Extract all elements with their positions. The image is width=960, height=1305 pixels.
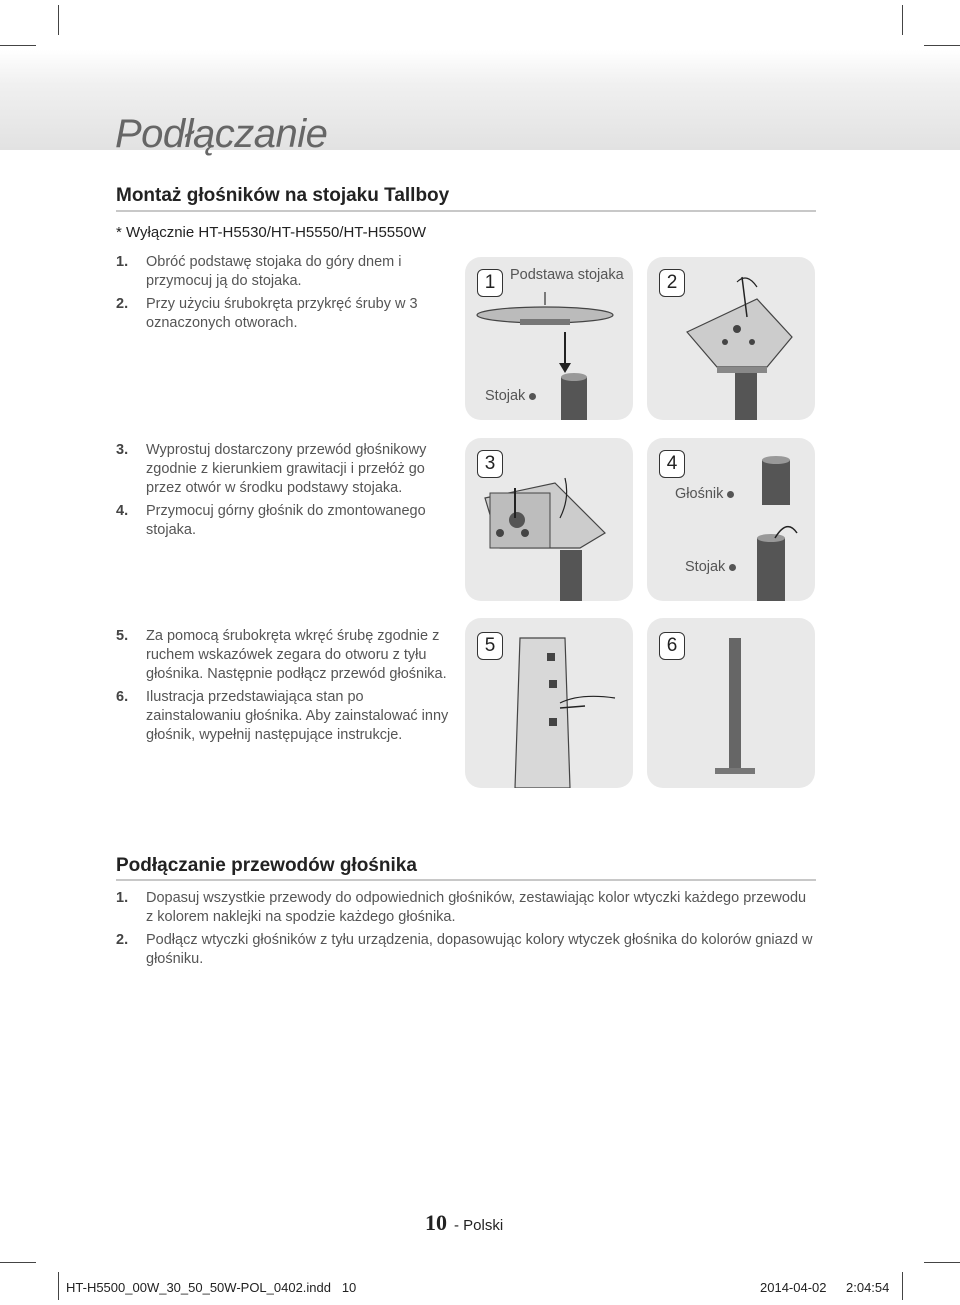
crop-mark [0, 45, 36, 46]
crop-mark [58, 1272, 59, 1300]
figure-step-4 [647, 438, 815, 601]
step-text: Dopasuj wszystkie przewody do odpowiednich głośników, zestawiając kolor wtyczki każdego przewodu z kolorem naklejki na spodzie każdego głośnika. [146, 890, 807, 925]
model-note: * Wyłącznie HT-H5530/HT-H5550/HT-H5550W [116, 224, 426, 241]
chapter-title: Podłączanie [115, 112, 328, 156]
crop-mark [902, 1272, 903, 1300]
step-number: 2. [116, 296, 129, 312]
section-rule [116, 879, 816, 881]
steps-list-1-2 [116, 253, 426, 337]
step-number: 4. [116, 503, 129, 519]
step-number: 6. [116, 689, 129, 705]
label-stand-base: Podstawa stojaka [510, 267, 624, 283]
list-item [116, 931, 816, 969]
step-number: 1. [116, 890, 129, 906]
figure-step-2 [647, 257, 815, 420]
step-text: Obróć podstawę stojaka do góry dnem i przymocuj ją do stojaka. [146, 254, 402, 289]
page-language: - Polski [454, 1217, 504, 1234]
footer-time: 2:04:54 [846, 1280, 890, 1295]
step-number: 5. [116, 628, 129, 644]
steps-list-5-6 [116, 627, 456, 749]
label-stand [485, 388, 536, 404]
list-item [116, 295, 426, 333]
list-item [116, 253, 426, 291]
step-text: Wyprostuj dostarczony przewód głośnikowy zgodnie z kierunkiem grawitacji i przełóż go przez otwór w środku podstawy stojaka. [146, 442, 427, 496]
step-badge: 2 [659, 269, 685, 297]
step-badge: 3 [477, 450, 503, 478]
label-stand-2 [685, 559, 736, 575]
step-text: Za pomocą śrubokręta wkręć śrubę zgodnie z ruchem wskazówek zegara do otworu z tyłu głośnika. Następnie podłącz przewód głośnika. [146, 628, 447, 682]
crop-mark [924, 45, 960, 46]
crop-mark [924, 1262, 960, 1263]
footer-date: 2014-04-02 [760, 1280, 827, 1295]
figure-step-1 [465, 257, 633, 420]
section-title-wiring: Podłączanie przewodów głośnika [116, 855, 417, 876]
list-item [116, 627, 456, 684]
section-title-tallboy: Montaż głośników na stojaku Tallboy [116, 185, 450, 206]
figure-step-3 [465, 438, 633, 601]
step-text: Ilustracja przedstawiająca stan po zainstalowaniu głośnika. Aby zainstalować inny głośnik, wypełnij następujące instrukcje. [146, 689, 449, 743]
callout-dot [729, 564, 736, 571]
label-speaker [675, 486, 734, 502]
list-item [116, 441, 436, 498]
step-number: 3. [116, 442, 129, 458]
page-number: 10 [425, 1210, 447, 1235]
crop-mark [0, 1262, 36, 1263]
step-text: Przy użyciu śrubokręta przykręć śruby w 3 oznaczonych otworach. [146, 296, 418, 331]
crop-mark [902, 5, 903, 35]
list-item [116, 502, 436, 540]
crop-mark [58, 5, 59, 35]
footer-filename: HT-H5500_00W_30_50_50W-POL_0402.indd 10 [66, 1280, 357, 1295]
callout-dot [727, 491, 734, 498]
figure-step-6 [647, 618, 815, 788]
list-item [116, 688, 456, 745]
steps-list-3-4 [116, 441, 436, 544]
step-badge: 4 [659, 450, 685, 478]
step-text: Przymocuj górny głośnik do zmontowanego stojaka. [146, 503, 426, 538]
step-number: 1. [116, 254, 129, 270]
wiring-steps-list [116, 889, 816, 973]
step-text: Podłącz wtyczki głośników z tyłu urządzenia, dopasowując kolory wtyczek głośnika do kolorów gniazd w głośniku. [146, 932, 813, 967]
step-number: 2. [116, 932, 129, 948]
step-badge: 6 [659, 632, 685, 660]
step-badge: 1 [477, 269, 503, 297]
figure-step-5 [465, 618, 633, 788]
label-speaker-text: Głośnik [675, 486, 724, 502]
label-stand-2-text: Stojak [685, 559, 726, 575]
label-stand-text: Stojak [485, 388, 526, 404]
callout-dot [529, 393, 536, 400]
step-badge: 5 [477, 632, 503, 660]
list-item [116, 889, 816, 927]
section-rule [116, 210, 816, 212]
